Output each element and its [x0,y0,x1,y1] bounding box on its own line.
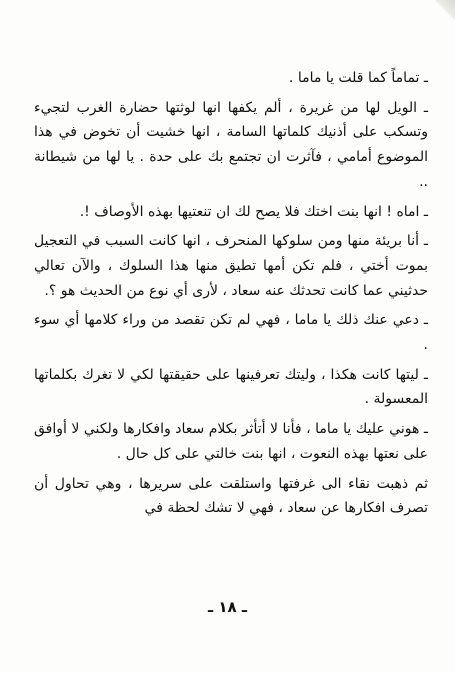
page-corner-fold [435,0,455,20]
paragraph-5: ـ دعي عنك ذلك يا ماما ، فهي لم تكن تقصد من وراء كلامها أي سوء . [34,312,428,354]
paragraph-1: ـ تماماً كما قلت يا ماما . [288,70,428,86]
paragraph-4: ـ أنا بريئة منها ومن سلوكها المنحرف ، انها كانت السبب في التعجيل بموت أختي ، فلم تكن أمها تطيق منها هذا السلوك ، والآن تعالي حدثيني عما كانت تحدثك عنه سعاد ، لأرى أي نوع من الحديث هو ؟. [34,233,428,299]
paragraph-2: ـ الويل لها من غريرة ، ألم يكفها انها لوثتها حضارة الغرب لتجيء وتسكب على أذنيك كلماتها السامة ، انها خشيت أن تخوض في هذا الموضوع أمامي ، فآثرت ان تجتمع بك على حدة . يا لها من شيطانة .. [34,99,428,190]
body-text [34,66,428,526]
paragraph-6: ـ ليتها كانت هكذا ، وليتك تعرفينها على حقيقتها لكي لا تغرك بكلماتها المعسولة . [34,366,428,408]
page-number: ـ ١٨ ـ [207,598,248,616]
paragraph-3: ـ اماه ! انها بنت اختك فلا يصح لك ان تنعتيها بهذه الأوصاف !. [79,203,428,220]
paragraph-7: ـ هوني عليك يا ماما ، فأنا لا أتأثر بكلام سعاد وافكارها ولكني لا أوافق على نعتها بهذه النعوت ، انها بنت خالتي على كل حال . [34,421,428,462]
paragraph-8: ثم ذهبت نقاء الى غرفتها واستلقت على سريرها ، وهي تحاول أن تصرف افكارها عن سعاد ، فهي لا تشك لحظة في [34,475,428,517]
